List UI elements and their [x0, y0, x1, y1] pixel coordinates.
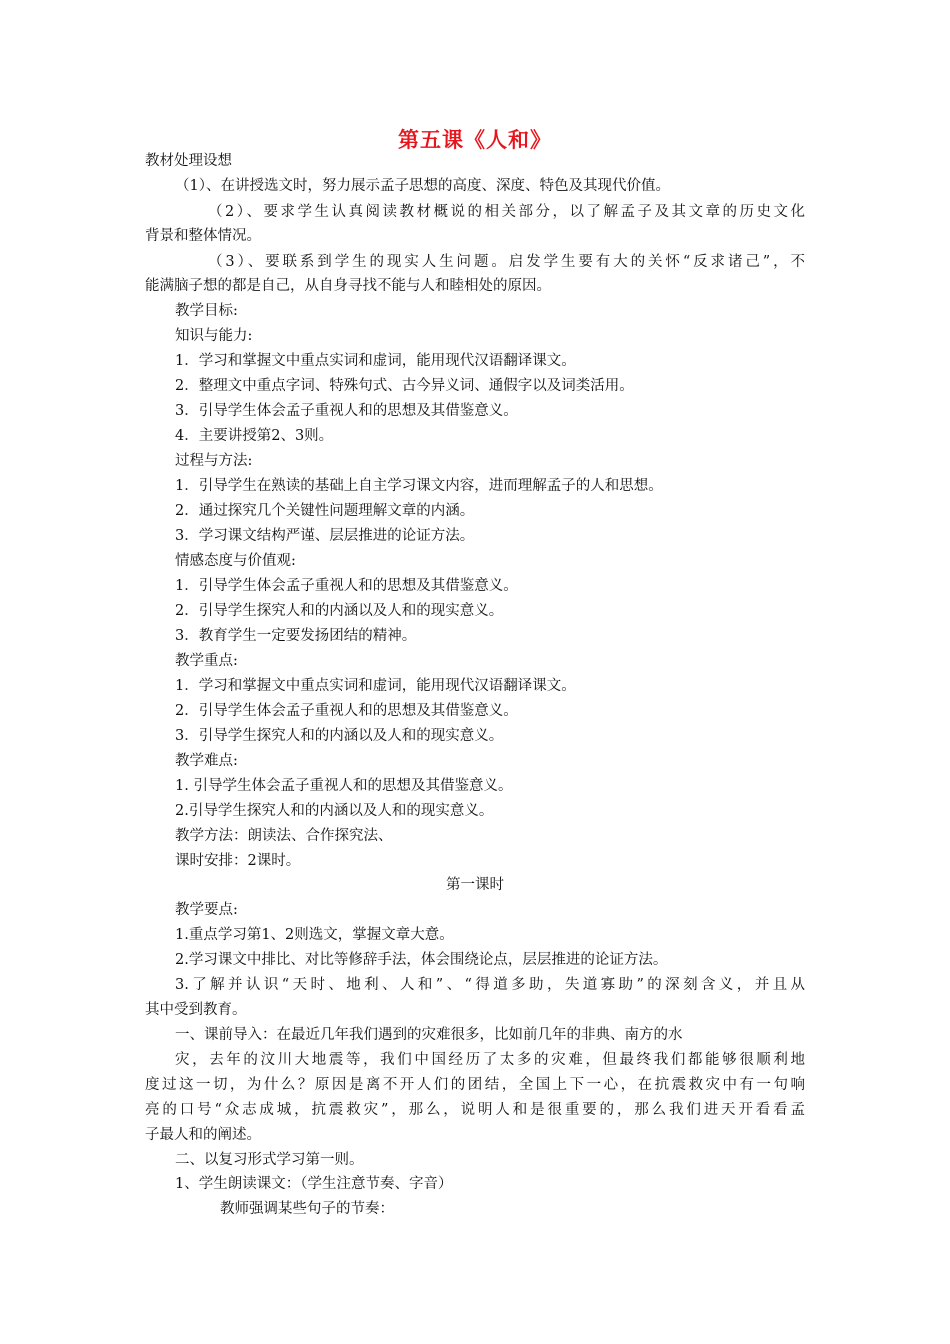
section-heading-objectives: 教学目标: — [175, 303, 238, 319]
paragraph-line: （1）、在讲授选文时，努力展示孟子思想的高度、深度、特色及其现代价值。 — [175, 178, 670, 194]
subheading-knowledge: 知识与能力: — [175, 328, 253, 344]
section-heading-lesson-points: 教学要点: — [175, 902, 238, 918]
list-item: 2．整理文中重点字词、特殊句式、古今异义词、通假字以及词类活用。 — [175, 378, 634, 394]
list-item: 1. 引导学生体会孟子重视人和的思想及其借鉴意义。 — [175, 778, 513, 794]
list-item: 3．教育学生一定要发扬团结的精神。 — [175, 628, 417, 644]
paragraph-line: （2）、要求学生认真阅读教材概说的相关部分，以了解孟子及其文章的历史文化 — [208, 204, 805, 220]
list-item: 4．主要讲授第2、3则。 — [175, 428, 334, 444]
section-heading-difficulties: 教学难点: — [175, 753, 238, 769]
paragraph-line: 教师强调某些句子的节奏： — [220, 1201, 394, 1217]
paragraph-line: 亮的口号“众志成城，抗震救灾”，那么，说明人和是很重要的，那么我们进天开看看孟 — [145, 1102, 805, 1118]
paragraph-line: 子最人和的阐述。 — [145, 1127, 261, 1143]
list-item: 2.学习课文中排比、对比等修辞手法，体会围绕论点，层层推进的论证方法。 — [175, 952, 668, 968]
subheading-attitude: 情感态度与价值观: — [175, 553, 296, 569]
list-item: 2．通过探究几个关键性问题理解文章的内涵。 — [175, 503, 475, 519]
list-item: 2．引导学生体会孟子重视人和的思想及其借鉴意义。 — [175, 703, 518, 719]
subheading-process: 过程与方法: — [175, 453, 253, 469]
document-title: 第五课《人和》 — [398, 128, 552, 152]
paragraph-line: 背景和整体情况。 — [145, 228, 261, 244]
list-item: 1．学习和掌握文中重点实词和虚词，能用现代汉语翻译课文。 — [175, 678, 576, 694]
class-schedule: 课时安排：2课时。 — [175, 853, 301, 869]
paragraph-line: 1、学生朗读课文：（学生注意节奏、字音） — [175, 1176, 453, 1192]
paragraph-line: 度过这一切，为什么？原因是离不开人们的团结，全国上下一心，在抗震救灾中有一句响 — [145, 1077, 805, 1093]
paragraph-line: （3）、要联系到学生的现实人生问题。启发学生要有大的关怀“反求诸己”，不 — [208, 254, 805, 270]
list-item: 3.了解并认识“天时、地利、人和”、“得道多助，失道寡助”的深刻含义，并且从 — [175, 977, 805, 993]
teaching-methods: 教学方法：朗读法、合作探究法、 — [175, 828, 393, 844]
section-heading-key-points: 教学重点: — [175, 653, 238, 669]
section-heading-review: 二、以复习形式学习第一则。 — [175, 1152, 364, 1168]
lesson-heading: 第一课时 — [446, 877, 504, 893]
list-item: 2.引导学生探究人和的内涵以及人和的现实意义。 — [175, 803, 494, 819]
list-item: 2．引导学生探究人和的内涵以及人和的现实意义。 — [175, 603, 504, 619]
paragraph-line: 能满脑子想的都是自己，从自身寻找不能与人和睦相处的原因。 — [145, 278, 551, 294]
paragraph-line: 灾，去年的汶川大地震等，我们中国经历了太多的灾难，但最终我们都能够很顺利地 — [175, 1052, 805, 1068]
list-item: 1．引导学生在熟读的基础上自主学习课文内容，进而理解孟子的人和思想。 — [175, 478, 663, 494]
paragraph-line: 其中受到教育。 — [145, 1002, 247, 1018]
list-item: 3．学习课文结构严谨、层层推进的论证方法。 — [175, 528, 475, 544]
list-item: 3．引导学生探究人和的内涵以及人和的现实意义。 — [175, 728, 504, 744]
list-item: 1．学习和掌握文中重点实词和虚词，能用现代汉语翻译课文。 — [175, 353, 576, 369]
list-item: 1.重点学习第1、2则选文，掌握文章大意。 — [175, 927, 454, 943]
list-item: 1．引导学生体会孟子重视人和的思想及其借鉴意义。 — [175, 578, 518, 594]
list-item: 3．引导学生体会孟子重视人和的思想及其借鉴意义。 — [175, 403, 518, 419]
section-heading-design: 教材处理设想 — [145, 153, 232, 169]
paragraph-line: 一、课前导入：在最近几年我们遇到的灾难很多，比如前几年的非典、南方的水 — [175, 1027, 683, 1043]
